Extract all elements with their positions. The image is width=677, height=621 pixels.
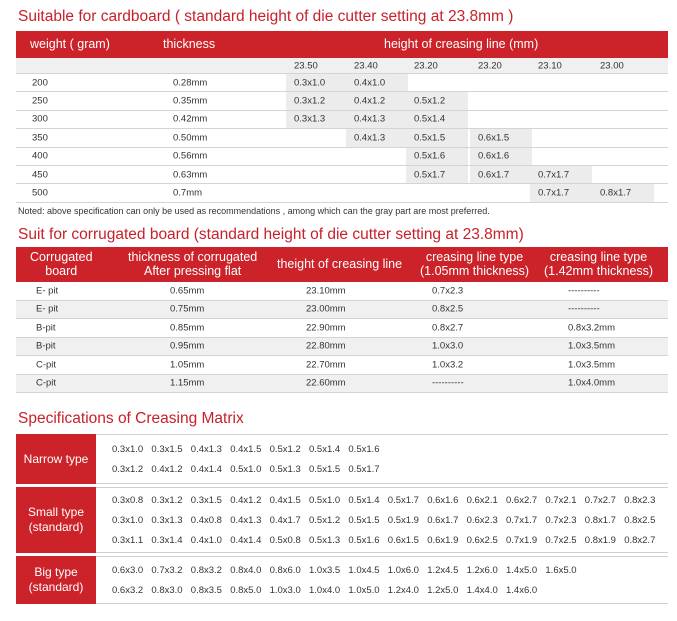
- divider: [96, 483, 668, 484]
- corrugated-height-cell: 22.80mm: [306, 340, 346, 352]
- height-col-6: 23.00: [600, 60, 624, 71]
- corrugated-board-cell: B-pit: [36, 322, 56, 334]
- creasing-value-cell: 0.6x1.6: [478, 150, 510, 162]
- matrix-value-cell: 1.0x6.0: [387, 565, 419, 576]
- corrugated-row: [16, 319, 668, 338]
- matrix-section-title: Specifications of Creasing Matrix: [18, 410, 244, 427]
- matrix-value-cell: 0.3x1.5: [190, 495, 222, 506]
- matrix-value-cell: 0.8x2.3: [624, 495, 656, 506]
- cardboard-table-header: [16, 31, 668, 58]
- matrix-group-label: [16, 556, 96, 604]
- corrugated-height-cell: 23.10mm: [306, 285, 346, 297]
- matrix-value-cell: 0.4x1.4: [230, 535, 262, 546]
- corrugated-board-cell: E- pit: [36, 303, 59, 315]
- thickness-cell: 0.42mm: [173, 113, 208, 125]
- cardboard-row: [16, 111, 668, 129]
- creasing-value-cell: 0.3x1.0: [294, 77, 326, 89]
- corrugated-type1-cell: 1.0x3.0: [432, 340, 464, 352]
- matrix-group-values: [96, 556, 668, 604]
- matrix-value-cell: 0.5x1.7: [348, 464, 380, 475]
- matrix-value-cell: 0.5x1.4: [309, 444, 341, 455]
- matrix-value-cell: 0.3x0.8: [112, 495, 144, 506]
- matrix-group-label-line: Big type: [34, 565, 78, 579]
- matrix-value-cell: 1.0x3.0: [269, 585, 301, 596]
- thickness-cell: 0.35mm: [173, 95, 208, 107]
- matrix-value-cell: 0.3x1.5: [151, 444, 183, 455]
- creasing-value-cell: 0.6x1.7: [478, 169, 510, 181]
- board-header: Corrugated board: [30, 250, 93, 278]
- matrix-group-label-line: Narrow type: [23, 451, 89, 466]
- matrix-value-cell: 0.8x1.7: [584, 515, 616, 526]
- corrugated-type2-cell: 1.0x3.5mm: [568, 340, 615, 352]
- corrugated-thickness-cell: 0.65mm: [170, 285, 205, 297]
- height-col-5: 23.10: [538, 60, 562, 71]
- creasing-value-cell: 0.4x1.3: [354, 113, 386, 125]
- corrugated-thickness-cell: 0.75mm: [170, 303, 205, 315]
- corrugated-height-cell: 22.70mm: [306, 359, 346, 371]
- matrix-value-cell: 0.5x1.4: [348, 495, 380, 506]
- matrix-value-cell: 0.8x5.0: [230, 585, 262, 596]
- corrugated-section-title: Suit for corrugated board (standard height of die cutter setting at 23.8mm): [18, 226, 524, 243]
- matrix-value-cell: 0.3x1.0: [112, 515, 144, 526]
- corrugated-board-cell: E- pit: [36, 285, 59, 297]
- cardboard-row: [16, 166, 668, 184]
- corrugated-row: [16, 356, 668, 375]
- matrix-value-cell: 0.3x1.1: [112, 535, 144, 546]
- creasing-value-cell: 0.5x1.7: [414, 169, 446, 181]
- divider: [96, 603, 668, 604]
- matrix-value-cell: 0.5x1.2: [269, 444, 301, 455]
- height-col-4: 23.20: [478, 60, 502, 71]
- matrix-value-cell: 0.8x2.7: [624, 535, 656, 546]
- creasing-value-cell: 0.7x1.7: [538, 187, 570, 199]
- matrix-value-cell: 0.6x3.0: [112, 565, 144, 576]
- matrix-value-cell: 0.5x1.5: [309, 464, 341, 475]
- corrugated-type1-cell: ----------: [432, 377, 464, 389]
- matrix-value-cell: 0.4x1.3: [230, 515, 262, 526]
- corrugated-row: [16, 375, 668, 394]
- corrugated-type2-cell: ----------: [568, 285, 600, 297]
- divider: [96, 552, 668, 553]
- matrix-value-cell: 0.4x1.4: [190, 464, 222, 475]
- corrugated-row: [16, 338, 668, 357]
- divider: [96, 434, 668, 435]
- thickness-cell: 0.28mm: [173, 77, 208, 89]
- matrix-value-cell: 0.8x2.5: [624, 515, 656, 526]
- matrix-value-cell: 0.4x1.5: [269, 495, 301, 506]
- matrix-value-cell: 1.0x4.5: [348, 565, 380, 576]
- matrix-value-cell: 0.6x2.3: [466, 515, 498, 526]
- thickness-cell: 0.7mm: [173, 187, 203, 199]
- matrix-value-cell: 0.4x1.7: [269, 515, 301, 526]
- weight-cell: 500: [32, 187, 48, 199]
- corrugated-row: [16, 282, 668, 301]
- matrix-value-cell: 0.7x2.7: [584, 495, 616, 506]
- matrix-value-cell: 0.4x1.3: [190, 444, 222, 455]
- weight-cell: 300: [32, 113, 48, 125]
- corrugated-row: [16, 301, 668, 320]
- matrix-group-label: [16, 487, 96, 553]
- creasing-height-header: theight of creasing line: [277, 257, 403, 271]
- corrugated-type1-cell: 0.7x2.3: [432, 285, 464, 297]
- cardboard-row: [16, 148, 668, 166]
- matrix-value-cell: 0.7x2.1: [545, 495, 577, 506]
- matrix-value-cell: 0.3x1.4: [151, 535, 183, 546]
- height-col-1: 23.50: [294, 60, 318, 71]
- matrix-value-cell: 0.8x3.0: [151, 585, 183, 596]
- thickness-cell: 0.63mm: [173, 169, 208, 181]
- matrix-value-cell: 0.6x3.2: [112, 585, 144, 596]
- matrix-group-label-line: (standard): [28, 580, 84, 594]
- divider: [96, 556, 668, 557]
- corrugated-thickness-cell: 1.15mm: [170, 377, 205, 389]
- creasing-value-cell: 0.7x1.7: [538, 169, 570, 181]
- creasing-value-cell: 0.5x1.4: [414, 113, 446, 125]
- matrix-value-cell: 0.5x1.3: [269, 464, 301, 475]
- weight-cell: 200: [32, 77, 48, 89]
- matrix-value-cell: 1.2x4.0: [387, 585, 419, 596]
- corrugated-type1-cell: 1.0x3.2: [432, 359, 464, 371]
- matrix-value-cell: 0.5x1.0: [309, 495, 341, 506]
- weight-header: weight ( gram): [30, 37, 110, 51]
- matrix-value-cell: 1.2x5.0: [427, 585, 459, 596]
- corrugated-type2-cell: 1.0x4.0mm: [568, 377, 615, 389]
- matrix-value-cell: 0.7x3.2: [151, 565, 183, 576]
- creasing-value-cell: 0.5x1.5: [414, 132, 446, 144]
- corrugated-board-cell: B-pit: [36, 340, 56, 352]
- matrix-value-cell: 0.6x2.7: [506, 495, 538, 506]
- matrix-value-cell: 0.4x1.2: [151, 464, 183, 475]
- creasing-value-cell: 0.3x1.2: [294, 95, 326, 107]
- matrix-value-cell: 0.8x3.5: [190, 585, 222, 596]
- matrix-value-cell: 0.6x1.6: [427, 495, 459, 506]
- matrix-value-cell: 0.5x1.0: [230, 464, 262, 475]
- corrugated-thickness-cell: 0.95mm: [170, 340, 205, 352]
- divider: [96, 487, 668, 488]
- corrugated-table-header: [16, 247, 668, 282]
- matrix-value-cell: 0.5x1.6: [348, 535, 380, 546]
- corrugated-type2-cell: ----------: [568, 303, 600, 315]
- cardboard-section-title: Suitable for cardboard ( standard height of die cutter setting at 23.8mm ): [18, 8, 514, 25]
- creasing-value-cell: 0.5x1.6: [414, 150, 446, 162]
- corrugated-type2-cell: 1.0x3.5mm: [568, 359, 615, 371]
- recommendation-note: Noted: above specification can only be used as recommendations , among which can the gray part are most preferred.: [18, 206, 490, 216]
- creasing-value-cell: 0.6x1.5: [478, 132, 510, 144]
- matrix-value-cell: 0.7x1.9: [506, 535, 538, 546]
- matrix-value-cell: 1.4x4.0: [466, 585, 498, 596]
- matrix-value-cell: 0.5x1.7: [387, 495, 419, 506]
- corrugated-type1-cell: 0.8x2.7: [432, 322, 464, 334]
- creasing-value-cell: 0.4x1.3: [354, 132, 386, 144]
- matrix-value-cell: 1.4x5.0: [506, 565, 538, 576]
- weight-cell: 250: [32, 95, 48, 107]
- height-subheader-row: [16, 58, 668, 74]
- height-header: height of creasing line (mm): [384, 37, 539, 51]
- corrugated-board-cell: C-pit: [36, 359, 57, 371]
- matrix-group-label: [16, 434, 96, 484]
- matrix-value-cell: 1.0x5.0: [348, 585, 380, 596]
- matrix-value-cell: 0.8x6.0: [269, 565, 301, 576]
- matrix-value-cell: 0.6x2.5: [466, 535, 498, 546]
- matrix-value-cell: 0.3x1.2: [151, 495, 183, 506]
- corrugated-type1-cell: 0.8x2.5: [432, 303, 464, 315]
- matrix-value-cell: 0.5x1.9: [387, 515, 419, 526]
- thickness-cell: 0.56mm: [173, 150, 208, 162]
- creasing-value-cell: 0.8x1.7: [600, 187, 632, 199]
- weight-cell: 450: [32, 169, 48, 181]
- matrix-value-cell: 0.7x1.7: [506, 515, 538, 526]
- matrix-value-cell: 0.5x1.5: [348, 515, 380, 526]
- creasing-value-cell: 0.4x1.0: [354, 77, 386, 89]
- matrix-value-cell: 0.8x4.0: [230, 565, 262, 576]
- matrix-group-values: [96, 487, 668, 553]
- matrix-group-label-line: (standard): [28, 520, 84, 534]
- creasing-value-cell: 0.3x1.3: [294, 113, 326, 125]
- thickness-cell: 0.50mm: [173, 132, 208, 144]
- matrix-value-cell: 0.8x3.2: [190, 565, 222, 576]
- matrix-value-cell: 0.6x1.9: [427, 535, 459, 546]
- matrix-value-cell: 0.3x1.0: [112, 444, 144, 455]
- matrix-value-cell: 0.6x2.1: [466, 495, 498, 506]
- matrix-value-cell: 0.5x1.2: [309, 515, 341, 526]
- matrix-value-cell: 0.4x1.0: [190, 535, 222, 546]
- cardboard-row: [16, 184, 668, 202]
- matrix-value-cell: 0.7x2.5: [545, 535, 577, 546]
- matrix-value-cell: 0.6x1.7: [427, 515, 459, 526]
- cardboard-row: [16, 129, 668, 147]
- weight-cell: 400: [32, 150, 48, 162]
- corrugated-thickness-cell: 1.05mm: [170, 359, 205, 371]
- matrix-group-label-line: Small type: [27, 505, 85, 519]
- matrix-value-cell: 1.2x4.5: [427, 565, 459, 576]
- cardboard-row: [16, 92, 668, 110]
- matrix-value-cell: 0.4x0.8: [190, 515, 222, 526]
- matrix-value-cell: 0.5x0.8: [269, 535, 301, 546]
- corrugated-height-cell: 22.90mm: [306, 322, 346, 334]
- weight-cell: 350: [32, 132, 48, 144]
- height-col-2: 23.40: [354, 60, 378, 71]
- type-105-header: creasing line type (1.05mm thickness): [420, 250, 530, 278]
- matrix-value-cell: 0.6x1.5: [387, 535, 419, 546]
- corrugated-height-cell: 22.60mm: [306, 377, 346, 389]
- matrix-group-values: [96, 434, 668, 484]
- matrix-value-cell: 0.3x1.3: [151, 515, 183, 526]
- corrugated-board-cell: C-pit: [36, 377, 57, 389]
- matrix-value-cell: 0.4x1.2: [230, 495, 262, 506]
- matrix-value-cell: 1.6x5.0: [545, 565, 577, 576]
- type-142-header: creasing line type (1.42mm thickness): [544, 250, 654, 278]
- matrix-value-cell: 0.7x2.3: [545, 515, 577, 526]
- matrix-value-cell: 0.5x1.3: [309, 535, 341, 546]
- creasing-value-cell: 0.5x1.2: [414, 95, 446, 107]
- creasing-value-cell: 0.4x1.2: [354, 95, 386, 107]
- matrix-value-cell: 1.2x6.0: [466, 565, 498, 576]
- matrix-value-cell: 1.0x3.5: [309, 565, 341, 576]
- corrugated-thickness-header: thickness of corrugated After pressing flat: [128, 250, 258, 278]
- corrugated-thickness-cell: 0.85mm: [170, 322, 205, 334]
- corrugated-type2-cell: 0.8x3.2mm: [568, 322, 615, 334]
- matrix-value-cell: 1.0x4.0: [309, 585, 341, 596]
- thickness-header: thickness: [163, 37, 216, 51]
- matrix-value-cell: 0.8x1.9: [584, 535, 616, 546]
- corrugated-height-cell: 23.00mm: [306, 303, 346, 315]
- matrix-value-cell: 1.4x6.0: [506, 585, 538, 596]
- height-col-3: 23.20: [414, 60, 438, 71]
- matrix-value-cell: 0.4x1.5: [230, 444, 262, 455]
- matrix-value-cell: 0.5x1.6: [348, 444, 380, 455]
- cardboard-row: [16, 74, 668, 92]
- matrix-value-cell: 0.3x1.2: [112, 464, 144, 475]
